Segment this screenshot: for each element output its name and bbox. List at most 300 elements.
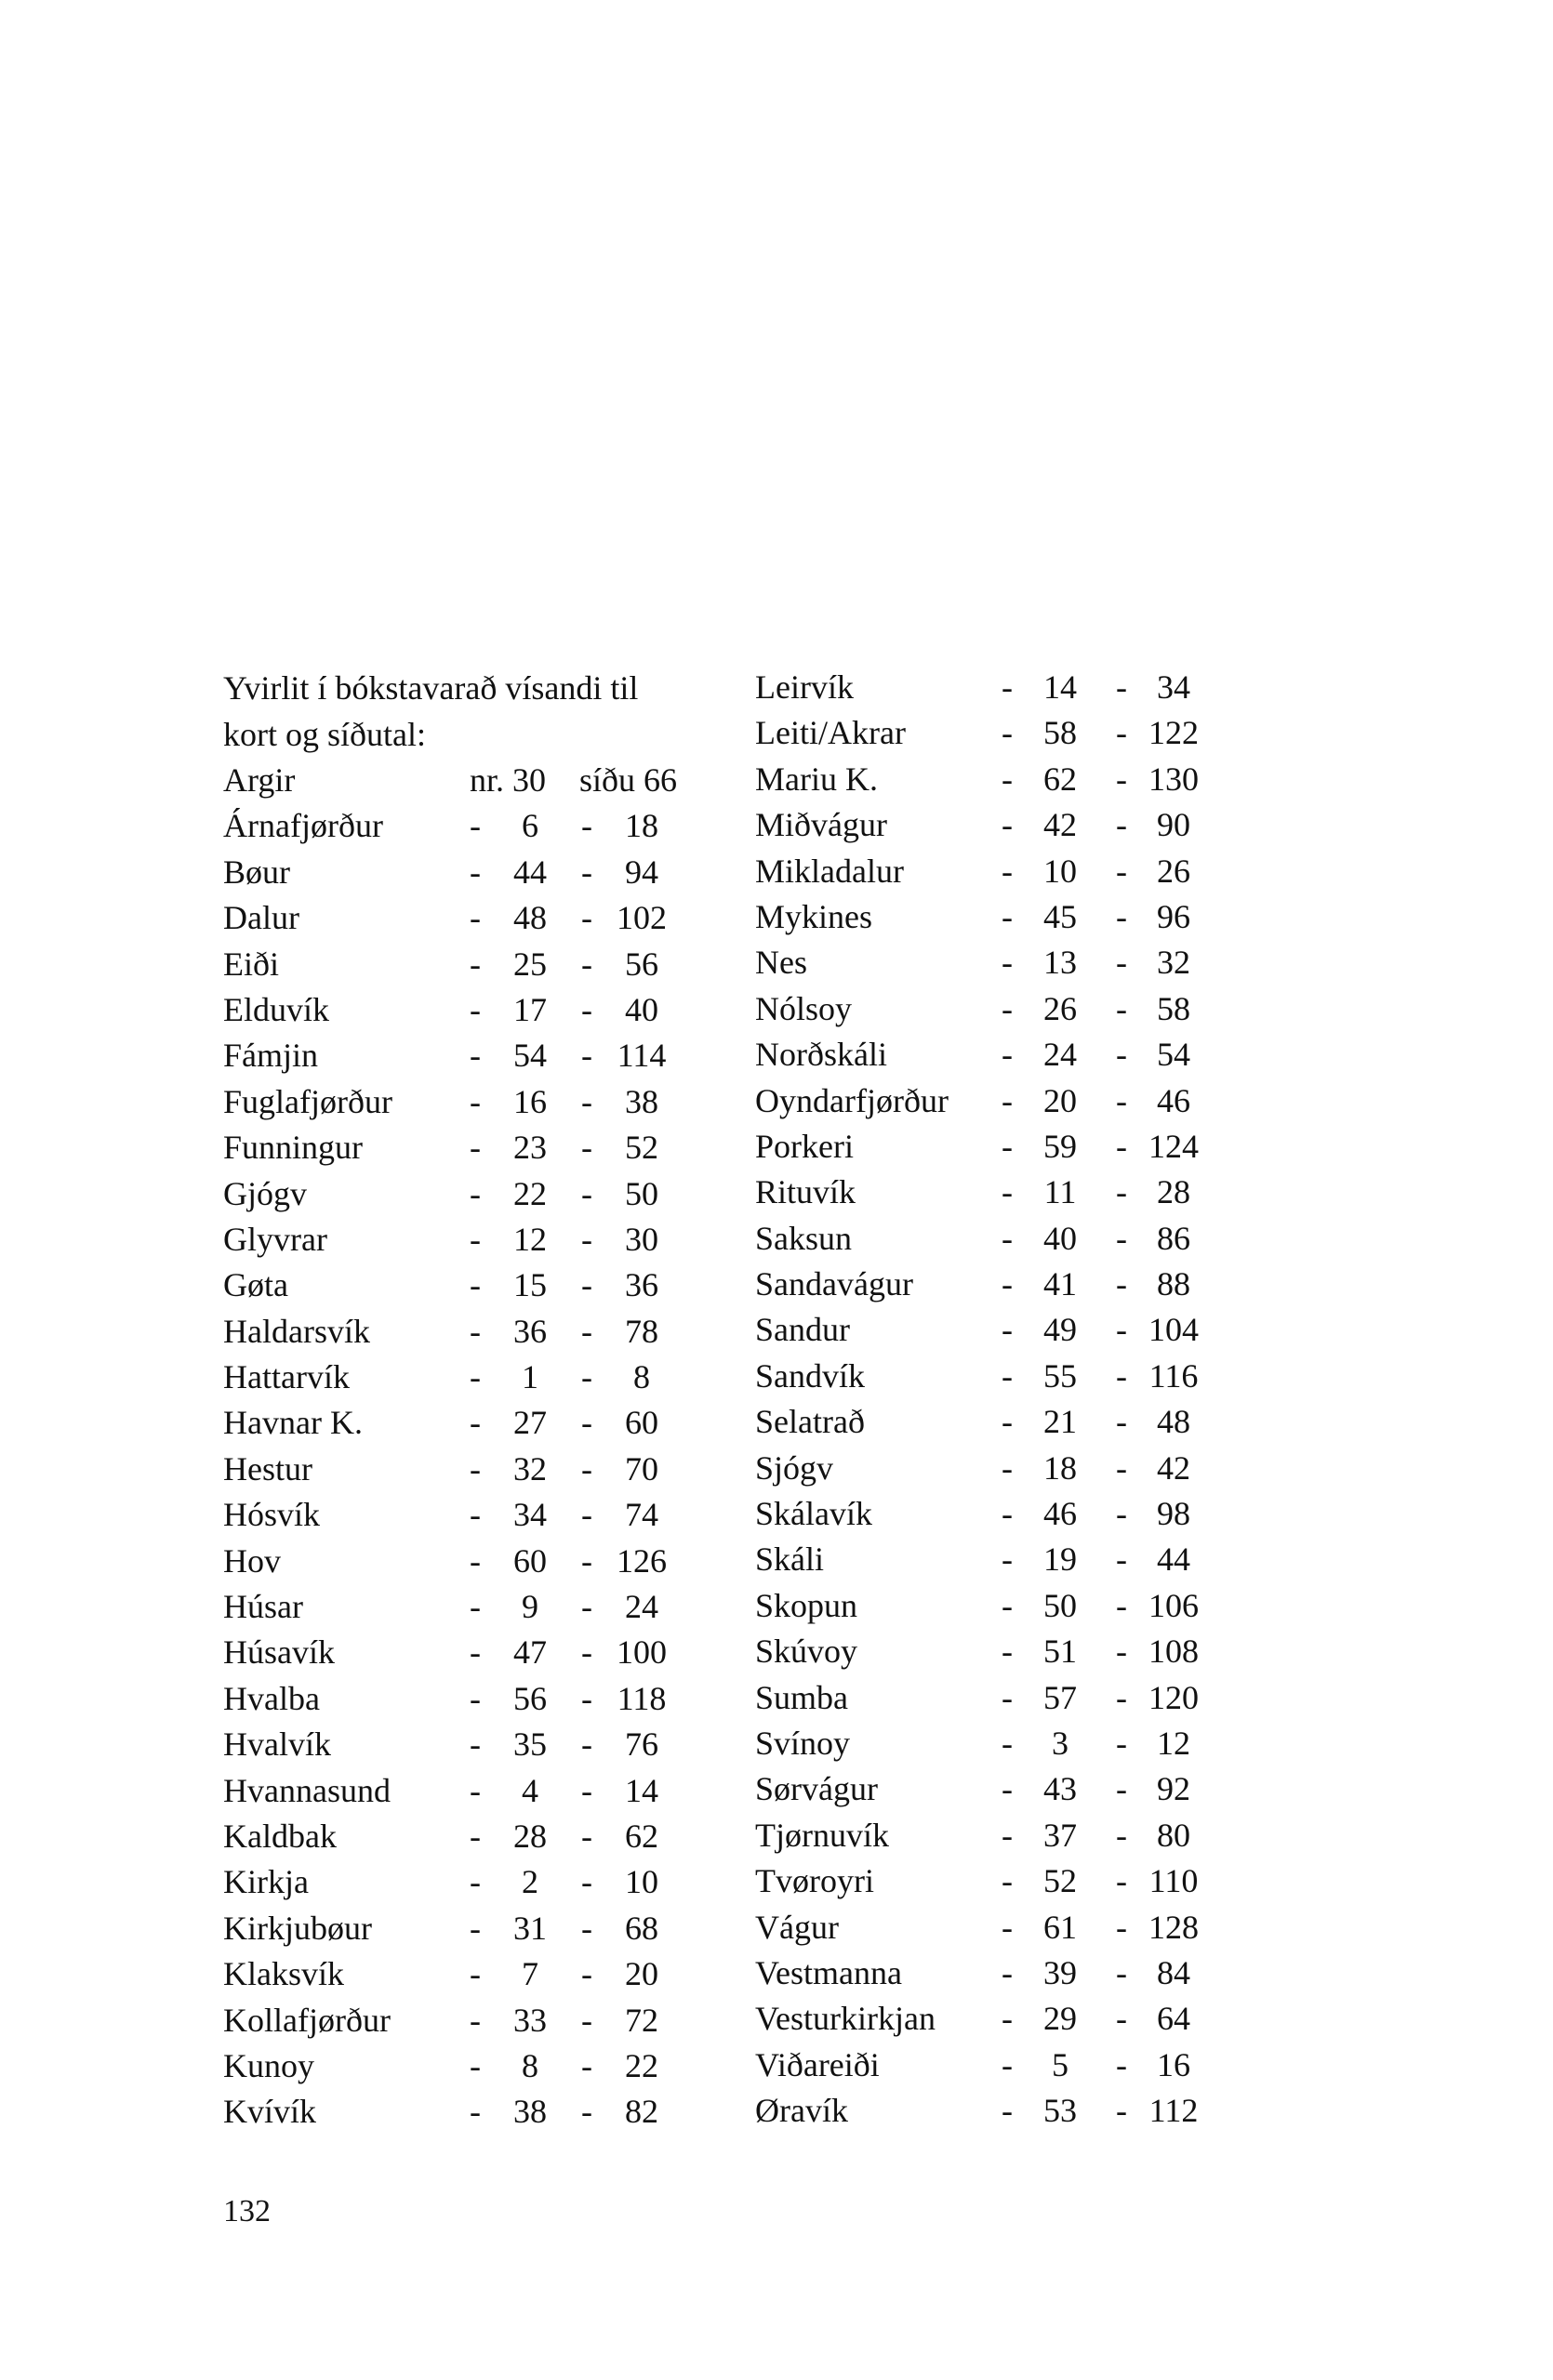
place-name: Sandvík (755, 1356, 866, 1395)
page-ref: 78 (625, 1312, 658, 1350)
index-entry-row (223, 1676, 688, 1722)
map-number: 49 (1043, 1311, 1077, 1349)
map-number: 54 (513, 1037, 547, 1075)
page-ref: 98 (1157, 1495, 1190, 1533)
page-ref: 106 (1148, 1586, 1199, 1624)
nr-dash: - (470, 2001, 481, 2039)
page-ref: 46 (1157, 1081, 1190, 1119)
page-ref: 36 (625, 1266, 658, 1304)
page-dash: - (581, 1312, 592, 1350)
map-number: 37 (1043, 1816, 1077, 1854)
page-dash: - (581, 2046, 592, 2084)
map-number: 4 (522, 1771, 538, 1809)
page-dash: - (1116, 1495, 1127, 1533)
page-ref: 80 (1157, 1816, 1190, 1854)
place-name: Elduvík (223, 990, 329, 1028)
page-ref: 20 (625, 1955, 658, 1993)
index-entry-row (223, 1217, 688, 1263)
nr-dash: - (1002, 1311, 1013, 1349)
index-entry-row (223, 1447, 688, 1492)
nr-dash: - (470, 1909, 481, 1947)
place-name: Tvøroyri (755, 1862, 874, 1900)
place-name: Húsavík (223, 1633, 335, 1672)
nr-dash: - (470, 899, 481, 937)
nr-dash: - (1002, 714, 1013, 752)
place-name: Gøta (223, 1266, 288, 1304)
page-ref: 108 (1148, 1633, 1199, 1671)
index-entry-row (223, 1400, 688, 1446)
place-name: Árnafjørður (223, 807, 383, 845)
nr-dash: - (470, 1726, 481, 1764)
place-name: Porkeri (755, 1127, 854, 1165)
nr-dash: - (1002, 1678, 1013, 1716)
nr-dash: - (470, 1037, 481, 1075)
page-dash: - (581, 1358, 592, 1396)
page-dash: - (1116, 2092, 1127, 2130)
place-name: Sørvágur (755, 1770, 878, 1808)
page-dash: - (1116, 1127, 1127, 1165)
place-name: Kollafjørður (223, 2001, 391, 2039)
nr-dash: - (1002, 852, 1013, 890)
page-dash: - (1116, 1953, 1127, 1991)
nr-dash: - (470, 945, 481, 983)
place-name: Hvalvík (223, 1726, 331, 1764)
page-ref: 62 (625, 1817, 658, 1855)
map-number: 13 (1043, 944, 1077, 982)
map-number: 46 (1043, 1495, 1077, 1533)
index-entry-row (755, 1170, 1220, 1215)
page-dash: - (581, 2001, 592, 2039)
page-ref: 58 (1157, 989, 1190, 1027)
map-number: 8 (522, 2046, 538, 2084)
place-name: Selatrað (755, 1403, 865, 1441)
page-ref: 130 (1148, 760, 1199, 798)
page-ref: 84 (1157, 1953, 1190, 1991)
page-dash: - (581, 1909, 592, 1947)
page-ref: 122 (1148, 714, 1199, 752)
page-ref: 68 (625, 1909, 658, 1947)
map-number: 10 (1043, 852, 1077, 890)
nr-dash: - (470, 1955, 481, 1993)
nr-dash: - (1002, 1862, 1013, 1900)
index-entry-row (755, 986, 1220, 1032)
page-ref: 100 (617, 1633, 667, 1672)
map-number: 61 (1043, 1908, 1077, 1946)
nr-dash: - (470, 1496, 481, 1534)
place-name: Rituvík (755, 1173, 856, 1211)
place-name: Skáli (755, 1540, 825, 1579)
index-entry-row (755, 1629, 1220, 1674)
nr-dash: - (470, 1679, 481, 1717)
map-number: 34 (513, 1496, 547, 1534)
index-entry-row (223, 1584, 688, 1630)
map-number: 56 (513, 1679, 547, 1717)
nr-dash: - (470, 1633, 481, 1672)
map-number: 2 (522, 1863, 538, 1901)
map-number: 7 (522, 1955, 538, 1993)
place-name: Kirkjubøur (223, 1909, 372, 1947)
page-ref: 70 (625, 1449, 658, 1488)
map-number: 14 (1043, 668, 1077, 706)
place-name: Hvannasund (223, 1771, 391, 1809)
page-dash: - (1116, 1403, 1127, 1441)
page-ref: 96 (1157, 897, 1190, 935)
page-ref: 14 (625, 1771, 658, 1809)
map-number: 60 (513, 1541, 547, 1580)
nr-dash: - (1002, 806, 1013, 844)
place-name: Sandavágur (755, 1265, 913, 1303)
page-dash: - (581, 1266, 592, 1304)
index-entry-row (223, 803, 688, 849)
nr-dash: - (470, 1771, 481, 1809)
page-dash: - (581, 1726, 592, 1764)
page-dash: - (1116, 1724, 1127, 1762)
page-dash: - (1116, 1862, 1127, 1900)
place-name: Norðskáli (755, 1036, 887, 1074)
page-dash: - (581, 1771, 592, 1809)
page-ref: 22 (625, 2046, 658, 2084)
nr-dash: - (470, 1588, 481, 1626)
page-dash: - (1116, 1265, 1127, 1303)
page-dash: - (1116, 1770, 1127, 1808)
nr-dash: - (1002, 1908, 1013, 1946)
index-entry-row (755, 2088, 1220, 2134)
page-dash: - (581, 1082, 592, 1120)
page-ref: 56 (625, 945, 658, 983)
page-dash: - (581, 899, 592, 937)
place-name: Sandur (755, 1311, 850, 1349)
place-name: Fámjin (223, 1037, 319, 1075)
page-dash: - (1116, 1908, 1127, 1946)
index-entry-row (223, 942, 688, 987)
index-entry-row (755, 849, 1220, 894)
map-number: 21 (1043, 1403, 1077, 1441)
map-number: 32 (513, 1449, 547, 1488)
nr-dash: - (470, 1266, 481, 1304)
page-ref: 126 (617, 1541, 667, 1580)
nr-dash: - (470, 1174, 481, 1212)
page-dash: - (1116, 1586, 1127, 1624)
left-entry-list (223, 803, 688, 2135)
page-dash: - (581, 1817, 592, 1855)
page-ref: 26 (1157, 852, 1190, 890)
place-name: Leirvík (755, 668, 854, 706)
place-name: Miðvágur (755, 806, 887, 844)
page-dash: - (581, 1174, 592, 1212)
page-dash: - (1116, 1311, 1127, 1349)
map-number: 50 (1043, 1586, 1077, 1624)
place-name: Hov (223, 1541, 281, 1580)
page-ref: 38 (625, 1082, 658, 1120)
page-dash: - (581, 807, 592, 845)
map-number: 36 (513, 1312, 547, 1350)
page-dash: - (1116, 1448, 1127, 1487)
map-number: 38 (513, 2093, 547, 2131)
index-entry-row (755, 1354, 1220, 1399)
page-dash: - (581, 1633, 592, 1672)
place-name: Oyndarfjørður (755, 1081, 949, 1119)
nr-dash: - (1002, 1036, 1013, 1074)
nr-dash: - (470, 853, 481, 891)
page-ref: 92 (1157, 1770, 1190, 1808)
map-number: 5 (1052, 2045, 1069, 2083)
index-entry-row (755, 710, 1220, 756)
place-name: Mykines (755, 897, 872, 935)
index-entry-row (755, 1446, 1220, 1491)
nr-dash: - (1002, 1173, 1013, 1211)
map-number: 41 (1043, 1265, 1077, 1303)
index-entry-row (755, 1537, 1220, 1582)
place-name: Hósvík (223, 1496, 321, 1534)
page-dash: - (581, 1955, 592, 1993)
index-entry-row (223, 2043, 688, 2089)
index-entry-row (755, 1858, 1220, 1904)
index-entry-row (755, 802, 1220, 848)
place-name: Viðareiði (755, 2045, 880, 2083)
page-dash: - (1116, 668, 1127, 706)
place-name: Vesturkirkjan (755, 2000, 936, 2038)
page-dash: - (581, 1449, 592, 1488)
page-ref: 94 (625, 853, 658, 891)
nr-dash: - (1002, 1448, 1013, 1487)
index-entry-row (223, 1539, 688, 1584)
index-entry-row (755, 1583, 1220, 1629)
nr-dash: - (470, 1129, 481, 1167)
nr-dash: - (1002, 1816, 1013, 1854)
page-dash: - (1116, 852, 1127, 890)
map-number: 62 (1043, 760, 1077, 798)
map-number: 27 (513, 1404, 547, 1442)
page-dash: - (581, 1496, 592, 1534)
page-ref: 112 (1148, 2092, 1199, 2130)
place-name: Nólsoy (755, 989, 853, 1027)
nr-dash: - (1002, 2000, 1013, 2038)
map-number: 20 (1043, 1081, 1077, 1119)
page-ref: 42 (1157, 1448, 1190, 1487)
page-dash: - (1116, 944, 1127, 982)
index-entry-row (755, 1905, 1220, 1950)
nr-dash: - (1002, 1403, 1013, 1441)
page-ref: 102 (617, 899, 667, 937)
nr-dash: - (470, 1817, 481, 1855)
page-dash: - (1116, 1540, 1127, 1579)
place-name: Húsar (223, 1588, 303, 1626)
nr-dash: - (470, 1449, 481, 1488)
page-ref: 74 (625, 1496, 658, 1534)
page-dash: - (1116, 1816, 1127, 1854)
page-dash: - (581, 1588, 592, 1626)
nr-dash: - (470, 990, 481, 1028)
page-dash: - (581, 1541, 592, 1580)
map-number: 15 (513, 1266, 547, 1304)
page-ref: 12 (1157, 1724, 1190, 1762)
place-name: Gjógv (223, 1174, 307, 1212)
map-number: 43 (1043, 1770, 1077, 1808)
map-number: 25 (513, 945, 547, 983)
right-entry-list (755, 665, 1220, 2135)
map-number: 12 (513, 1220, 547, 1258)
place-name: Glyvrar (223, 1220, 327, 1258)
page-ref: 28 (1157, 1173, 1190, 1211)
index-entry-row (755, 1399, 1220, 1445)
place-name: Skúvoy (755, 1633, 858, 1671)
map-number: 3 (1052, 1724, 1069, 1762)
map-number: 39 (1043, 1953, 1077, 1991)
map-number: 19 (1043, 1540, 1077, 1579)
index-entry-row (223, 1492, 688, 1538)
place-name: Vágur (755, 1908, 839, 1946)
page-ref: 50 (625, 1174, 658, 1212)
page-ref: 116 (1148, 1356, 1199, 1395)
page-ref: 16 (1157, 2045, 1190, 2083)
map-number: 53 (1043, 2092, 1077, 2130)
index-header-row (223, 758, 688, 803)
place-name: Hvalba (223, 1679, 320, 1717)
page-ref: 34 (1157, 668, 1190, 706)
map-number: 57 (1043, 1678, 1077, 1716)
map-number: 40 (1043, 1219, 1077, 1257)
index-entry-row (223, 1722, 688, 1767)
index-entry-row (223, 987, 688, 1033)
page-ref: 60 (625, 1404, 658, 1442)
page-dash: - (1116, 989, 1127, 1027)
nr-dash: - (1002, 1724, 1013, 1762)
map-number: 45 (1043, 897, 1077, 935)
sidu-label: síðu 66 (579, 761, 678, 799)
map-number: 48 (513, 899, 547, 937)
nr-dash: - (470, 1404, 481, 1442)
index-entry-row (755, 1491, 1220, 1537)
nr-dash: - (1002, 1770, 1013, 1808)
index-entry-row (223, 1079, 688, 1125)
map-number: 9 (522, 1588, 538, 1626)
place-name: Saksun (755, 1219, 853, 1257)
index-entry-row (223, 1630, 688, 1675)
index-entry-row (755, 1996, 1220, 2042)
place-name: Leiti/Akrar (755, 714, 906, 752)
index-entry-row (755, 1721, 1220, 1766)
place-name: Kvívík (223, 2093, 317, 2131)
page-ref: 86 (1157, 1219, 1190, 1257)
intro-line-2: kort og síðutal: (223, 716, 426, 753)
nr-label: nr. 30 (470, 761, 547, 799)
place-name: Skopun (755, 1586, 858, 1624)
index-entry-row (755, 1124, 1220, 1170)
index-entry-row (755, 2043, 1220, 2088)
nr-dash: - (1002, 760, 1013, 798)
page-dash: - (1116, 1633, 1127, 1671)
place-name: Dalur (223, 899, 299, 937)
page-dash: - (581, 990, 592, 1028)
index-entry-row (755, 757, 1220, 802)
page-dash: - (581, 1220, 592, 1258)
place-name: Kaldbak (223, 1817, 337, 1855)
place-name: Nes (755, 944, 807, 982)
place-name: Skálavík (755, 1495, 872, 1533)
page-dash: - (1116, 1081, 1127, 1119)
map-number: 51 (1043, 1633, 1077, 1671)
page-ref: 8 (633, 1358, 650, 1396)
index-entry-row (755, 1950, 1220, 1996)
place-name: Kirkja (223, 1863, 309, 1901)
nr-dash: - (1002, 1265, 1013, 1303)
nr-dash: - (1002, 668, 1013, 706)
index-entry-row (755, 1813, 1220, 1858)
map-number: 29 (1043, 2000, 1077, 2038)
map-number: 47 (513, 1633, 547, 1672)
map-number: 58 (1043, 714, 1077, 752)
map-number: 44 (513, 853, 547, 891)
page-ref: 30 (625, 1220, 658, 1258)
page-dash: - (581, 853, 592, 891)
index-left-column (223, 665, 688, 2135)
map-number: 31 (513, 1909, 547, 1947)
page-ref: 118 (617, 1679, 667, 1717)
page-ref: 114 (617, 1037, 667, 1075)
page-ref: 88 (1157, 1265, 1190, 1303)
map-number: 59 (1043, 1127, 1077, 1165)
page-dash: - (581, 1404, 592, 1442)
page-dash: - (1116, 760, 1127, 798)
page-dash: - (581, 1863, 592, 1901)
index-entry-row (223, 1951, 688, 1997)
nr-dash: - (470, 2046, 481, 2084)
index-entry-row (755, 1675, 1220, 1721)
nr-dash: - (1002, 897, 1013, 935)
page-dash: - (1116, 2000, 1127, 2038)
page-dash: - (1116, 1219, 1127, 1257)
page-ref: 124 (1148, 1127, 1199, 1165)
nr-dash: - (1002, 1356, 1013, 1395)
map-number: 11 (1043, 1173, 1077, 1211)
index-entry-row (755, 1078, 1220, 1124)
index-entry-row (755, 940, 1220, 985)
map-number: 42 (1043, 806, 1077, 844)
nr-dash: - (1002, 1219, 1013, 1257)
map-number: 1 (522, 1358, 538, 1396)
page-ref: 48 (1157, 1403, 1190, 1441)
page-ref: 40 (625, 990, 658, 1028)
page-dash: - (1116, 1678, 1127, 1716)
nr-dash: - (1002, 1127, 1013, 1165)
nr-dash: - (470, 1541, 481, 1580)
page-ref: 32 (1157, 944, 1190, 982)
index-entry-row (223, 1768, 688, 1814)
index-entry-row (223, 1263, 688, 1308)
index-entry-row (755, 665, 1220, 710)
page-ref: 18 (625, 807, 658, 845)
index-entry-row (223, 1033, 688, 1078)
page-ref: 52 (625, 1129, 658, 1167)
place-name: Tjørnuvík (755, 1816, 889, 1854)
index-intro (223, 665, 688, 758)
place-name: Fuglafjørður (223, 1082, 392, 1120)
page-dash: - (581, 945, 592, 983)
nr-dash: - (1002, 1540, 1013, 1579)
nr-dash: - (1002, 989, 1013, 1027)
page-ref: 10 (625, 1863, 658, 1901)
index-entry-row (755, 1307, 1220, 1353)
page-dash: - (1116, 2045, 1127, 2083)
index-entry-row (223, 2089, 688, 2135)
nr-dash: - (470, 1220, 481, 1258)
page-ref: 120 (1148, 1678, 1199, 1716)
index-entry-row (755, 1032, 1220, 1078)
nr-dash: - (470, 1082, 481, 1120)
nr-dash: - (470, 807, 481, 845)
index-right-column (755, 665, 1220, 2135)
place-name: Sjógv (755, 1448, 834, 1487)
